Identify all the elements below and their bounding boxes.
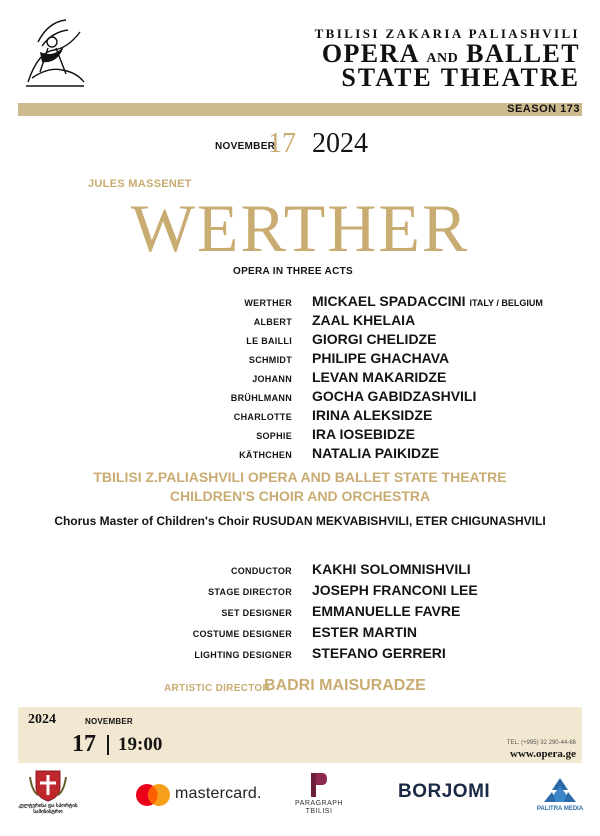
cast-row — [0, 349, 600, 369]
cast-role: LE BAILLI — [246, 336, 292, 346]
theatre-name-line1: TBILISI ZAKARIA PALIASHVILI — [314, 26, 580, 41]
paragraph-city: TBILISI — [305, 808, 333, 815]
crew-role: LIGHTING DESIGNER — [194, 650, 292, 660]
crew-name: EMMANUELLE FAVRE — [312, 603, 461, 619]
composer: JULES MASSENET — [88, 178, 192, 190]
date-year: 2024 — [312, 128, 368, 159]
footer-phone: TEL: (+995) 32 290-44-66 — [506, 740, 576, 746]
cast-role: BRÜHLMANN — [230, 393, 292, 403]
artistic-director-label: ARTISTIC DIRECTOR — [164, 683, 271, 694]
cast-role: WERTHER — [244, 298, 292, 308]
cast-name: IRA IOSEBIDZE — [312, 426, 415, 442]
theatre-emblem-icon — [18, 12, 90, 96]
cast-name: IRINA ALEKSIDZE — [312, 407, 433, 423]
palitra-media-wordmark: PALITRA MEDIA — [536, 806, 584, 812]
paragraph-wordmark — [294, 800, 344, 816]
cast-role: CHARLOTTE — [233, 412, 292, 422]
date-month: NOVEMBER — [215, 141, 276, 152]
cast-row — [0, 368, 600, 388]
ministry-emblem-icon — [28, 767, 68, 803]
crew-role: COSTUME DESIGNER — [192, 629, 292, 639]
cast-name: LEVAN MAKARIDZE — [312, 369, 447, 385]
theatre-name-line3: STATE THEATRE — [341, 63, 580, 92]
mastercard-wordmark: mastercard. — [175, 785, 262, 802]
footer-time: 19:00 — [118, 734, 163, 755]
crew-row — [0, 581, 600, 601]
crew-row — [0, 560, 600, 580]
opera-subtitle: OPERA IN THREE ACTS — [233, 266, 353, 277]
cast-row — [0, 311, 600, 331]
cast-role: ALBERT — [253, 317, 292, 327]
crew-role: CONDUCTOR — [230, 566, 292, 576]
theatre-and-word: AND — [426, 51, 459, 66]
borjomi-wordmark: BORJOMI — [398, 781, 491, 802]
theatre-opera-word: OPERA — [321, 39, 419, 68]
cast-name: GIORGI CHELIDZE — [312, 331, 437, 347]
chorus-label: Chorus Master of Children's Choir — [54, 514, 250, 528]
ministry-text: კულტურისა და სპორტის სამინისტრო — [18, 803, 78, 815]
cast-row — [0, 387, 600, 407]
cast-name: GOCHA GABIDZASHVILI — [312, 388, 477, 404]
opera-title: WERTHER — [130, 190, 470, 266]
cast-name: PHILIPE GHACHAVA — [312, 350, 450, 366]
cast-name-text: MICKAEL SPADACCINI — [312, 293, 466, 309]
company-line1: TBILISI Z.PALIASHVILI OPERA AND BALLET STATE THEATRE — [93, 469, 507, 485]
cast-name — [312, 293, 543, 309]
artistic-director-name: BADRI MAISURADZE — [264, 677, 426, 694]
theatre-ballet-word: BALLET — [466, 39, 580, 68]
mastercard-logo-icon — [134, 783, 172, 807]
cast-role: KÄTHCHEN — [239, 450, 292, 460]
paragraph-logo-icon — [308, 772, 328, 798]
chorus-names: RUSUDAN MEKVABISHVILI, ETER CHIGUNASHVILI — [252, 514, 546, 528]
crew-role: STAGE DIRECTOR — [208, 587, 292, 597]
crew-name: KAKHI SOLOMNISHVILI — [312, 561, 471, 577]
cast-role: JOHANN — [252, 374, 292, 384]
crew-name: STEFANO GERRERI — [312, 645, 446, 661]
company-line2: CHILDREN'S CHOIR AND ORCHESTRA — [169, 488, 431, 504]
cast-name: ZAAL KHELAIA — [312, 312, 416, 328]
footer-year: 2024 — [28, 712, 56, 727]
crew-row — [0, 644, 600, 664]
chorus-master — [0, 514, 600, 528]
cast-row — [0, 425, 600, 445]
cast-row — [0, 444, 600, 464]
footer-day: 17 — [72, 731, 96, 757]
cast-row — [0, 330, 600, 350]
cast-row — [0, 292, 600, 312]
cast-role: SCHMIDT — [248, 355, 292, 365]
cast-row — [0, 406, 600, 426]
palitra-media-logo-icon — [540, 776, 580, 804]
crew-role: SET DESIGNER — [221, 608, 292, 618]
footer-website-link[interactable]: www.opera.ge — [510, 748, 576, 760]
date-day: 17 — [268, 128, 296, 159]
crew-name: ESTER MARTIN — [312, 624, 417, 640]
cast-name: NATALIA PAIKIDZE — [312, 445, 440, 461]
footer-bar — [18, 707, 582, 763]
cast-role: SOPHIE — [256, 431, 292, 441]
crew-name: JOSEPH FRANCONI LEE — [312, 582, 478, 598]
paragraph-name: PARAGRAPH — [295, 800, 343, 807]
crew-row — [0, 623, 600, 643]
crew-row — [0, 602, 600, 622]
season-label: SEASON 173 — [507, 103, 580, 115]
season-bar — [18, 103, 582, 116]
footer-separator — [107, 735, 109, 755]
footer-month: NOVEMBER — [85, 717, 133, 726]
cast-country: ITALY / BELGIUM — [469, 298, 543, 308]
